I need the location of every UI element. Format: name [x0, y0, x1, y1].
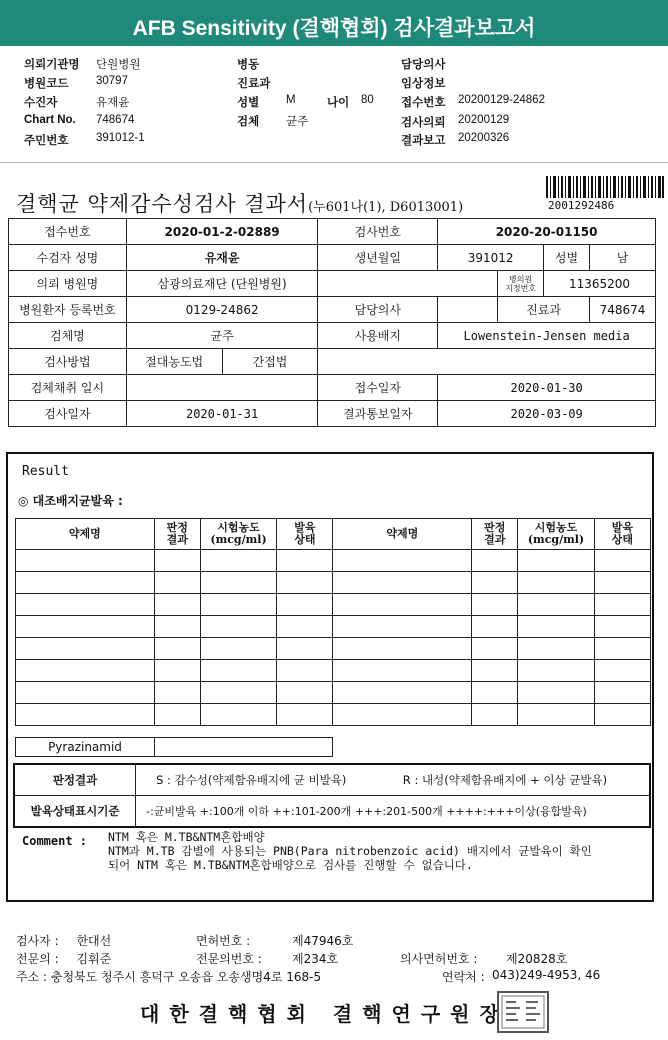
phone-value: 043)249-4953, 46 — [492, 968, 601, 982]
spec-no-value: 제234호 — [292, 952, 339, 966]
institution-value: 단원병원 — [96, 59, 141, 71]
reg-value: 0129-24862 — [126, 297, 318, 323]
designated-label — [498, 271, 544, 297]
doc-license-label: 의사면허번호 : — [400, 952, 478, 966]
chart-value: 748674 — [96, 114, 135, 126]
exam-no-label: 검사번호 — [318, 219, 438, 245]
barcode-number: 2001292486 — [548, 199, 615, 212]
table-row — [16, 704, 651, 726]
table-row — [16, 616, 651, 638]
col-conc-1a: 시험농도 — [217, 521, 260, 534]
media-label: 사용배지 — [318, 323, 438, 349]
receiver-value: 유재윤 — [96, 97, 130, 109]
control-growth-label: ◎ 대조배지균발육 : — [18, 494, 123, 508]
tester-name: 한대선 — [76, 934, 112, 948]
media-value: Lowenstein-Jensen media — [438, 323, 656, 349]
document-title-text: 결핵균 약제감수성검사 결과서 — [16, 192, 309, 216]
col-judge-2 — [472, 519, 518, 550]
sex-cell-value: 남 — [589, 245, 655, 271]
designated-label-1: 병의원 — [508, 274, 533, 284]
official-seal-icon — [496, 990, 550, 1034]
organization-name: 대한결핵협회 결핵연구원장 — [140, 1002, 509, 1026]
exam-date-label: 검사일자 — [9, 401, 127, 427]
footer-row-3 — [16, 968, 656, 985]
specimen-value: 균주 — [286, 116, 309, 128]
report-title-bar — [0, 0, 668, 46]
license-value: 제47946호 — [292, 934, 354, 948]
sex-value: M — [286, 94, 296, 106]
col-conc-2a: 시험농도 — [534, 521, 578, 534]
chart-label: Chart No. — [24, 114, 76, 126]
doc-license-value: 제20828호 — [506, 952, 568, 966]
received-label: 접수일자 — [318, 375, 438, 401]
hospital-code-value: 30797 — [96, 75, 128, 87]
col-judge-2b: 결과 — [484, 533, 506, 546]
col-conc-1 — [200, 519, 276, 550]
dept-cell-label: 진료과 — [498, 297, 590, 323]
resident-value: 391012-1 — [96, 132, 145, 144]
age-label: 나이 — [327, 97, 350, 109]
tester-label: 검사자 : — [16, 934, 59, 948]
receipt-no-label: 접수번호 — [9, 219, 127, 245]
doctor-cell-label: 담당의사 — [318, 297, 438, 323]
method-absolute: 절대농도법 — [126, 349, 222, 375]
method-blank — [318, 349, 656, 375]
result-panel — [6, 452, 654, 902]
address: 주소 : 충청북도 청주시 흥덕구 오송읍 오송생명4로 168-5 — [16, 970, 322, 984]
col-judge-1b: 결과 — [166, 533, 188, 546]
table-row — [16, 594, 651, 616]
age-value: 80 — [361, 94, 374, 106]
legend-table — [13, 763, 651, 828]
col-conc-2 — [518, 519, 594, 550]
hospital-name-spill — [318, 271, 498, 297]
collect-label: 검체채취 일시 — [9, 375, 127, 401]
specimen-cell-label: 검체명 — [9, 323, 127, 349]
collect-value — [126, 375, 318, 401]
reg-label: 병원환자 등록번호 — [9, 297, 127, 323]
specimen-info-table — [8, 218, 656, 427]
hospital-code-label: 병원코드 — [24, 78, 69, 90]
spec-no-label: 전문의번호 : — [196, 952, 262, 966]
col-drug-2: 약제명 — [333, 519, 472, 550]
document-title — [16, 188, 463, 218]
receiver-label: 수진자 — [24, 97, 58, 109]
col-growth-2 — [594, 519, 650, 550]
col-growth-1 — [277, 519, 333, 550]
patient-name: 유재윤 — [126, 245, 318, 271]
accession-value: 20200129-24862 — [458, 94, 545, 106]
col-judge-1a: 판정 — [166, 521, 188, 534]
received-value: 2020-01-30 — [438, 375, 656, 401]
birth-value: 391012 — [438, 245, 544, 271]
table-row — [16, 550, 651, 572]
comment-line-1: NTM 혹은 M.TB&NTM혼합배양 — [108, 830, 265, 844]
col-growth-1a: 발육 — [294, 521, 316, 534]
clinical-label: 임상정보 — [401, 78, 446, 90]
document-code: (누601나(1), D6013001) — [308, 200, 464, 215]
table-row — [16, 638, 651, 660]
drug-table — [15, 518, 651, 726]
hospital-name: 삼광의료재단 (단원병원) — [126, 271, 318, 297]
patient-label: 수검자 성명 — [9, 245, 127, 271]
hospital-label: 의뢰 병원명 — [9, 271, 127, 297]
specialist-name: 김휘준 — [76, 952, 112, 966]
request-label: 검사의뢰 — [401, 117, 446, 129]
table-row — [16, 682, 651, 704]
resident-label: 주민번호 — [24, 135, 69, 147]
pyrazinamid-label: Pyrazinamid — [16, 738, 155, 756]
phone-label: 연락처 : — [442, 970, 485, 984]
col-growth-2a: 발육 — [611, 521, 633, 534]
result-title: Result — [22, 464, 69, 479]
footer-row-2 — [16, 950, 656, 967]
table-row — [16, 572, 651, 594]
col-growth-1b: 상태 — [294, 533, 316, 546]
doctor-label: 담당의사 — [401, 59, 446, 71]
specimen-cell-value: 균주 — [126, 323, 318, 349]
method-label: 검사방법 — [9, 349, 127, 375]
exam-no: 2020-20-01150 — [438, 219, 656, 245]
judge-s: S : 감수성(약제함유배지에 균 비발육) — [136, 764, 393, 796]
pyrazinamid-row — [15, 737, 333, 757]
report-title: AFB Sensitivity (결핵협회) 검사결과보고서 — [132, 17, 536, 40]
specimen-label: 검체 — [237, 116, 260, 128]
growth-label: 발육상태표시기준 — [14, 796, 136, 828]
footer-row-1 — [16, 932, 354, 949]
table-row — [16, 660, 651, 682]
specialist-label: 전문의 : — [16, 952, 59, 966]
comment-line-3: 되어 NTM 혹은 M.TB&NTM혼합배양으로 검사를 진행할 수 없습니다. — [108, 858, 473, 872]
comment-label: Comment : — [22, 834, 88, 848]
comment-text — [108, 830, 592, 872]
dept-cell-value: 748674 — [589, 297, 655, 323]
report-value: 20200326 — [458, 132, 510, 144]
sex-cell-label: 성별 — [544, 245, 590, 271]
designated-label-2: 지정번호 — [505, 283, 537, 293]
col-drug-1: 약제명 — [16, 519, 155, 550]
header-divider — [0, 162, 668, 163]
col-judge-2a: 판정 — [484, 521, 506, 534]
license-label: 면허번호 : — [196, 934, 251, 948]
notify-value: 2020-03-09 — [438, 401, 656, 427]
col-conc-1b: (mcg/ml) — [210, 533, 267, 546]
ward-label: 병동 — [237, 59, 260, 71]
method-indirect: 간접법 — [222, 349, 318, 375]
notify-label: 결과통보일자 — [318, 401, 438, 427]
col-growth-2b: 상태 — [611, 533, 633, 546]
accession-label: 접수번호 — [401, 97, 446, 109]
sex-label: 성별 — [237, 97, 260, 109]
request-value: 20200129 — [458, 114, 510, 126]
judge-r: R : 내성(약제함유배지에 + 이상 균발육) — [393, 764, 650, 796]
doctor-cell-value — [438, 297, 498, 323]
exam-date-value: 2020-01-31 — [126, 401, 318, 427]
report-label: 결과보고 — [401, 135, 446, 147]
col-judge-1 — [154, 519, 200, 550]
judge-label: 판정결과 — [14, 764, 136, 796]
barcode-graphic — [546, 176, 664, 198]
receipt-no: 2020-01-2-02889 — [126, 219, 318, 245]
designated-value: 11365200 — [544, 271, 656, 297]
col-conc-2b: (mcg/ml) — [527, 533, 585, 546]
growth-text: -:균비발육 +:100개 이하 ++:101-200개 +++:201-500개 ++++:+++이상(융합발육) — [136, 796, 650, 828]
dept-label: 진료과 — [237, 78, 271, 90]
comment-line-2: NTM과 M.TB 감별에 사용되는 PNB(Para nitrobenzoic acid) 배지에서 균발육이 확인 — [108, 844, 592, 858]
birth-label: 생년월일 — [318, 245, 438, 271]
institution-label: 의뢰기관명 — [24, 59, 80, 71]
